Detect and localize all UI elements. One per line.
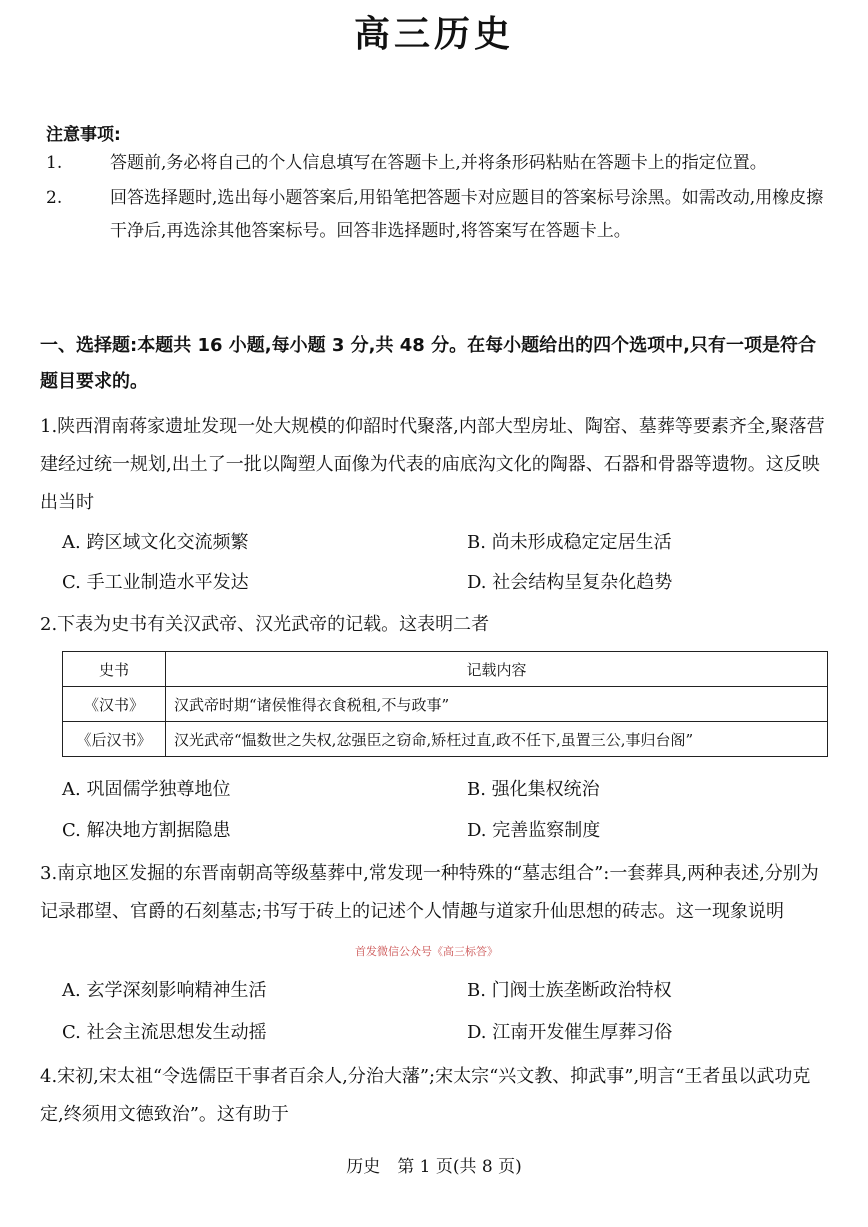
table-header-source: 史书 [63,652,166,687]
option-a: A. 跨区域文化交流频繁 [62,532,249,553]
option-d: D. 江南开发催生厚葬习俗 [467,1022,673,1043]
option-d: D. 完善监察制度 [467,820,601,841]
question-1-options-row [62,568,832,606]
notice-block [46,120,836,248]
question-1-stem: 1.陕西渭南蒋家遗址发现一处大规模的仰韶时代聚落,内部大型房址、陶窑、墓葬等要素齐全,聚落营建经过统一规划,出土了一批以陶塑人面像为代表的庙底沟文化的陶器、石器和骨器等遗物。这反映出当时 [40,416,825,513]
table-header-content: 记载内容 [166,652,828,687]
option-d: D. 社会结构呈复杂化趋势 [467,572,673,593]
question-3-options-row [62,976,832,1014]
page-title: 高三历史 [353,14,514,55]
option-a: A. 玄学深刻影响精神生活 [62,980,267,1001]
option-b: B. 尚未形成稳定定居生活 [467,532,672,553]
question-3-stem: 3.南京地区发掘的东晋南朝高等级墓葬中,常发现一种特殊的“墓志组合”:一套葬具,两种表述,分别为记录郡望、官爵的石刻墓志;书写于砖上的记述个人情趣与道家升仙思想的砖志。这一现象说明 [40,863,819,922]
option-b: B. 强化集权统治 [467,779,600,800]
question-3-options-row [62,1018,832,1056]
question-1-options-row [62,528,832,566]
notice-item-number: 2. [46,188,63,208]
section-heading [40,328,832,400]
notice-item-text: 回答选择题时,选出每小题答案后,用铅笔把答题卡对应题目的答案标号涂黑。如需改动,用橡皮擦干净后,再选涂其他答案标号。回答非选择题时,将答案写在答题卡上。 [110,188,824,241]
option-a: A. 巩固儒学独尊地位 [62,779,231,800]
notice-item [46,182,836,248]
table-cell-content: 汉光武帝“愠数世之失权,忿强臣之窃命,矫枉过直,政不任下,虽置三公,事归台阁” [166,722,828,757]
table-row [63,722,828,757]
section-lead: 一、选择题:本题共 16 小题,每小题 3 分,共 48 分。 [40,335,468,356]
page-footer: 历史 第 1 页(共 8 页) [346,1157,522,1177]
notice-item [46,147,836,180]
option-c: C. 解决地方割据隐患 [62,820,231,841]
table-header-row [63,652,828,687]
question-2-stem: 2.下表为史书有关汉武帝、汉光武帝的记载。这表明二者 [40,614,490,635]
option-b: B. 门阀士族垄断政治特权 [467,980,672,1001]
table-cell-content: 汉武帝时期“诸侯惟得衣食税租,不与政事” [166,687,828,722]
question-2-options-row [62,816,832,854]
option-c: C. 手工业制造水平发达 [62,572,249,593]
question-2-options-row [62,775,832,813]
table-cell-source: 《后汉书》 [63,722,166,757]
option-c: C. 社会主流思想发生动摇 [62,1022,267,1043]
watermark-text: 首发微信公众号《高三标答》 [355,945,498,958]
table-row [63,687,828,722]
notice-heading: 注意事项: [46,125,121,145]
section-rest: 在每小题给出的四个选项中,只有一项是符合题目要求的。 [40,335,816,392]
notice-item-text: 答题前,务必将自己的个人信息填写在答题卡上,并将条形码粘贴在答题卡上的指定位置。 [110,153,767,173]
table-cell-source: 《汉书》 [63,687,166,722]
notice-item-number: 1. [46,153,63,173]
records-table [62,651,828,757]
question-4-stem: 4.宋初,宋太祖“令选儒臣干事者百余人,分治大藩”;宋太宗“兴文教、抑武事”,明言“王者虽以武功克定,终须用文德致治”。这有助于 [40,1066,811,1125]
